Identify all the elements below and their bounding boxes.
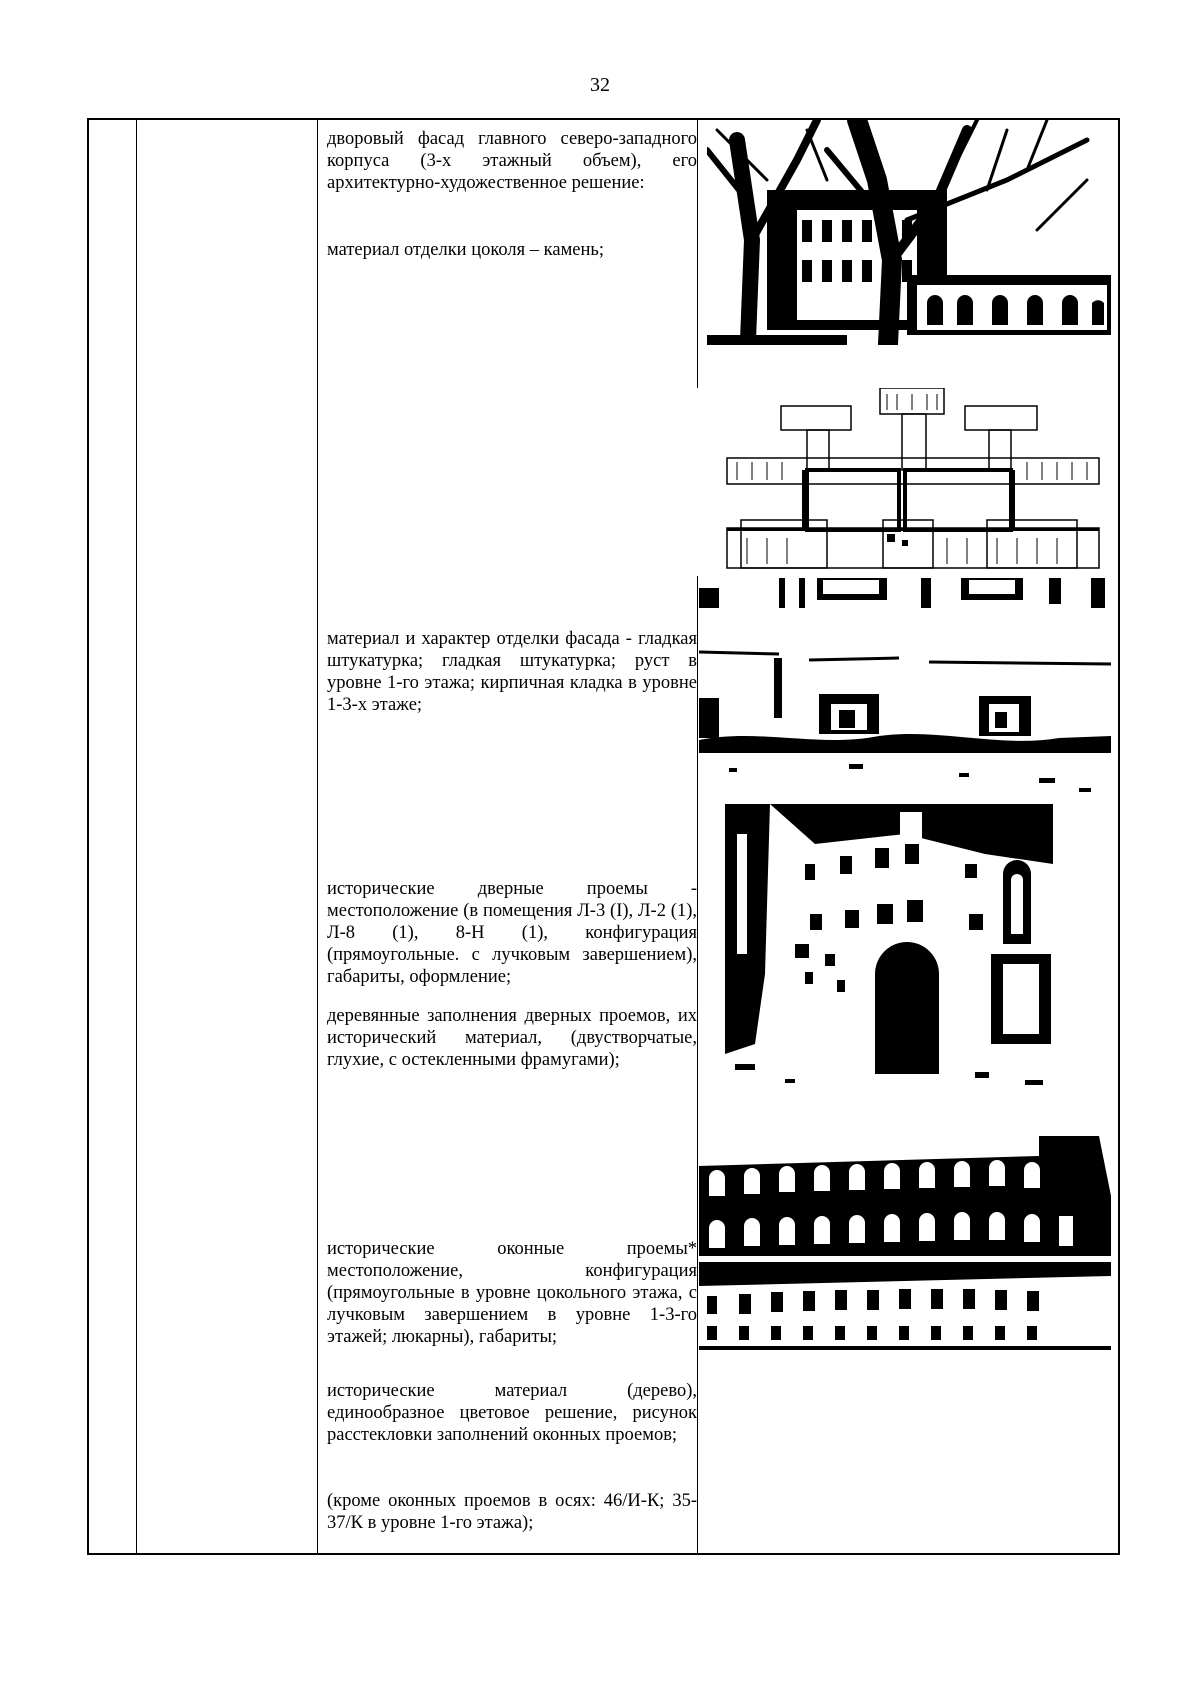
description-paragraph: исторические дверные проемы - местоположение (в помещения Л-3 (I), Л-2 (1), Л-8 (1), 8-Н (1), конфигурация (прямоугольные. с лучковым завершением), габариты, оформление; xyxy=(327,879,697,987)
courtyard-facade-photo xyxy=(707,120,1111,365)
description-paragraph: исторические материал (дерево), единообразное цветовое решение, рисунок расстекловки заполнений оконных проемов; xyxy=(327,1381,697,1445)
facade-rustication-photo xyxy=(699,578,1111,796)
window-facade-photo xyxy=(699,1136,1111,1368)
table xyxy=(87,118,1120,1555)
description-paragraph: (кроме оконных проемов в осях: 46/И-К; 35-37/К в уровне 1-го этажа); xyxy=(327,1491,697,1533)
description-paragraph: исторические оконные проемы* местоположение, конфигурация (прямоугольные в уровне цокольного этажа, с лучковым завершением в уровне 1-3-го этажей; люкарны), габариты; xyxy=(327,1239,697,1347)
description-paragraph: материал отделки цоколя – камень; xyxy=(327,240,604,260)
text-column xyxy=(327,120,697,1553)
column-divider xyxy=(317,120,318,1553)
floor-plan-drawing xyxy=(697,388,1109,576)
page-number: 32 xyxy=(590,74,610,96)
description-paragraph: материал и характер отделки фасада - гладкая штукатурка; гладкая штукатурка; руст в уровне 1-го этажа; кирпичная кладка в уровне 1-3-х этаже; xyxy=(327,629,697,715)
doorway-photo xyxy=(725,804,1053,1089)
column-divider xyxy=(697,120,698,1553)
description-paragraph: деревянные заполнения дверных проемов, их исторический материал, (двустворчатые, глухие, с остекленными фрамугами); xyxy=(327,1006,697,1070)
column-divider xyxy=(136,120,137,1553)
description-paragraph: дворовый фасад главного северо-западного корпуса (3-х этажный объем), его архитектурно-художественное решение: xyxy=(327,129,697,193)
